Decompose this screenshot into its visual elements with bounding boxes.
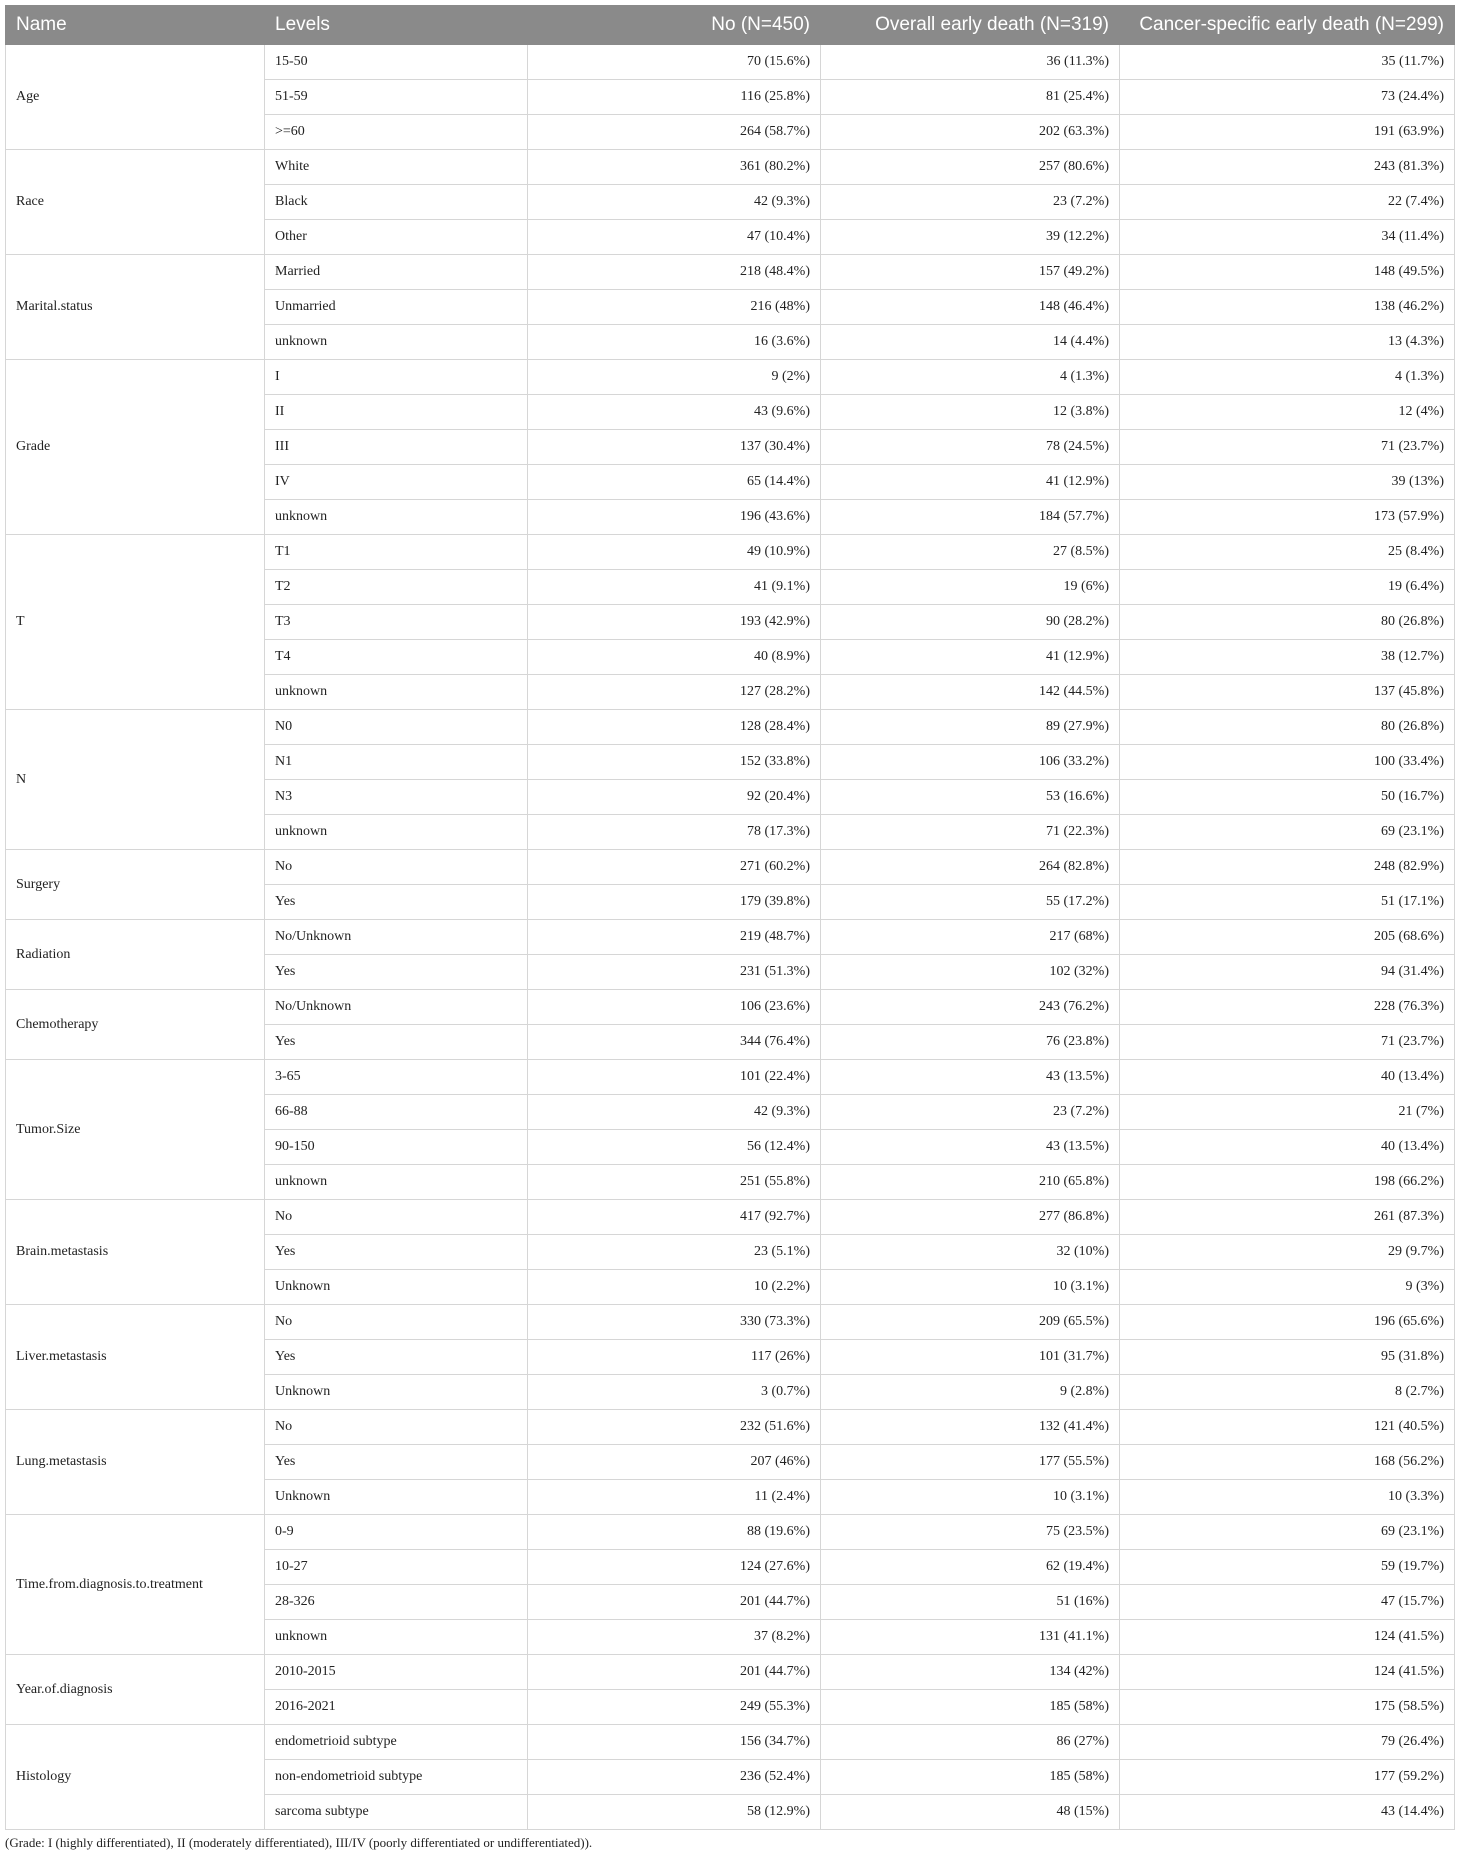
level-cell: Unknown	[265, 1270, 528, 1305]
cancer-specific-early-death-cell: 137 (45.8%)	[1120, 675, 1455, 710]
no-count-cell: 156 (34.7%)	[528, 1725, 821, 1760]
level-cell: I	[265, 360, 528, 395]
overall-early-death-cell: 4 (1.3%)	[821, 360, 1120, 395]
variable-name-cell: Histology	[6, 1725, 265, 1830]
variable-name-cell: Radiation	[6, 920, 265, 990]
overall-early-death-cell: 132 (41.4%)	[821, 1410, 1120, 1445]
table-row	[6, 45, 1455, 80]
level-cell: 2010-2015	[265, 1655, 528, 1690]
overall-early-death-cell: 51 (16%)	[821, 1585, 1120, 1620]
level-cell: unknown	[265, 500, 528, 535]
overall-early-death-cell: 142 (44.5%)	[821, 675, 1120, 710]
level-cell: No	[265, 850, 528, 885]
overall-early-death-cell: 148 (46.4%)	[821, 290, 1120, 325]
cancer-specific-early-death-cell: 40 (13.4%)	[1120, 1060, 1455, 1095]
variable-name-cell: Marital.status	[6, 255, 265, 360]
overall-early-death-cell: 41 (12.9%)	[821, 640, 1120, 675]
level-cell: No	[265, 1305, 528, 1340]
no-count-cell: 216 (48%)	[528, 290, 821, 325]
cancer-specific-early-death-cell: 73 (24.4%)	[1120, 80, 1455, 115]
overall-early-death-cell: 71 (22.3%)	[821, 815, 1120, 850]
variable-name-cell: Brain.metastasis	[6, 1200, 265, 1305]
overall-early-death-cell: 62 (19.4%)	[821, 1550, 1120, 1585]
overall-early-death-cell: 75 (23.5%)	[821, 1515, 1120, 1550]
variable-name-cell: Liver.metastasis	[6, 1305, 265, 1410]
cancer-specific-early-death-cell: 39 (13%)	[1120, 465, 1455, 500]
cancer-specific-early-death-cell: 50 (16.7%)	[1120, 780, 1455, 815]
level-cell: T3	[265, 605, 528, 640]
table-row	[6, 1060, 1455, 1095]
overall-early-death-cell: 39 (12.2%)	[821, 220, 1120, 255]
cancer-specific-early-death-cell: 43 (14.4%)	[1120, 1795, 1455, 1830]
overall-early-death-cell: 177 (55.5%)	[821, 1445, 1120, 1480]
table-row	[6, 1655, 1455, 1690]
overall-early-death-cell: 12 (3.8%)	[821, 395, 1120, 430]
level-cell: N1	[265, 745, 528, 780]
table-header	[6, 6, 1455, 45]
no-count-cell: 232 (51.6%)	[528, 1410, 821, 1445]
no-count-cell: 41 (9.1%)	[528, 570, 821, 605]
cancer-specific-early-death-cell: 12 (4%)	[1120, 395, 1455, 430]
no-count-cell: 42 (9.3%)	[528, 1095, 821, 1130]
overall-early-death-cell: 157 (49.2%)	[821, 255, 1120, 290]
table-footnote: (Grade: I (highly differentiated), II (moderately differentiated), III/IV (poorly differentiated or undifferentiated)).	[5, 1835, 593, 1850]
no-count-cell: 193 (42.9%)	[528, 605, 821, 640]
cancer-specific-early-death-cell: 148 (49.5%)	[1120, 255, 1455, 290]
overall-early-death-cell: 90 (28.2%)	[821, 605, 1120, 640]
table-row	[6, 1515, 1455, 1550]
no-count-cell: 219 (48.7%)	[528, 920, 821, 955]
level-cell: 90-150	[265, 1130, 528, 1165]
cancer-specific-early-death-cell: 21 (7%)	[1120, 1095, 1455, 1130]
level-cell: Unmarried	[265, 290, 528, 325]
cancer-specific-early-death-cell: 121 (40.5%)	[1120, 1410, 1455, 1445]
table-row	[6, 850, 1455, 885]
overall-early-death-cell: 217 (68%)	[821, 920, 1120, 955]
cancer-specific-early-death-cell: 138 (46.2%)	[1120, 290, 1455, 325]
overall-early-death-cell: 86 (27%)	[821, 1725, 1120, 1760]
no-count-cell: 218 (48.4%)	[528, 255, 821, 290]
overall-early-death-cell: 101 (31.7%)	[821, 1340, 1120, 1375]
cancer-specific-early-death-cell: 19 (6.4%)	[1120, 570, 1455, 605]
no-count-cell: 271 (60.2%)	[528, 850, 821, 885]
cancer-specific-early-death-cell: 29 (9.7%)	[1120, 1235, 1455, 1270]
cancer-specific-early-death-cell: 175 (58.5%)	[1120, 1690, 1455, 1725]
cancer-specific-early-death-cell: 261 (87.3%)	[1120, 1200, 1455, 1235]
variable-name-cell: Surgery	[6, 850, 265, 920]
table-container	[5, 5, 1454, 1851]
level-cell: Yes	[265, 1445, 528, 1480]
variable-name-cell: Race	[6, 150, 265, 255]
overall-early-death-cell: 210 (65.8%)	[821, 1165, 1120, 1200]
overall-early-death-cell: 185 (58%)	[821, 1690, 1120, 1725]
overall-early-death-cell: 89 (27.9%)	[821, 710, 1120, 745]
no-count-cell: 249 (55.3%)	[528, 1690, 821, 1725]
no-count-cell: 101 (22.4%)	[528, 1060, 821, 1095]
overall-early-death-cell: 36 (11.3%)	[821, 45, 1120, 80]
overall-early-death-cell: 102 (32%)	[821, 955, 1120, 990]
level-cell: unknown	[265, 1165, 528, 1200]
table-row	[6, 360, 1455, 395]
no-count-cell: 128 (28.4%)	[528, 710, 821, 745]
no-count-cell: 65 (14.4%)	[528, 465, 821, 500]
no-count-cell: 117 (26%)	[528, 1340, 821, 1375]
table-row	[6, 920, 1455, 955]
no-count-cell: 344 (76.4%)	[528, 1025, 821, 1060]
cancer-specific-early-death-cell: 196 (65.6%)	[1120, 1305, 1455, 1340]
variable-name-cell: Age	[6, 45, 265, 150]
cancer-specific-early-death-cell: 59 (19.7%)	[1120, 1550, 1455, 1585]
cancer-specific-early-death-cell: 94 (31.4%)	[1120, 955, 1455, 990]
no-count-cell: 236 (52.4%)	[528, 1760, 821, 1795]
level-cell: Unknown	[265, 1375, 528, 1410]
no-count-cell: 11 (2.4%)	[528, 1480, 821, 1515]
level-cell: 51-59	[265, 80, 528, 115]
level-cell: non-endometrioid subtype	[265, 1760, 528, 1795]
overall-early-death-cell: 23 (7.2%)	[821, 185, 1120, 220]
cancer-specific-early-death-cell: 243 (81.3%)	[1120, 150, 1455, 185]
level-cell: Married	[265, 255, 528, 290]
table-row	[6, 990, 1455, 1025]
level-cell: No	[265, 1410, 528, 1445]
no-count-cell: 10 (2.2%)	[528, 1270, 821, 1305]
level-cell: unknown	[265, 325, 528, 360]
cancer-specific-early-death-cell: 173 (57.9%)	[1120, 500, 1455, 535]
cancer-specific-early-death-cell: 22 (7.4%)	[1120, 185, 1455, 220]
overall-early-death-cell: 23 (7.2%)	[821, 1095, 1120, 1130]
no-count-cell: 361 (80.2%)	[528, 150, 821, 185]
level-cell: 3-65	[265, 1060, 528, 1095]
overall-early-death-cell: 27 (8.5%)	[821, 535, 1120, 570]
overall-early-death-cell: 19 (6%)	[821, 570, 1120, 605]
cancer-specific-early-death-cell: 177 (59.2%)	[1120, 1760, 1455, 1795]
no-count-cell: 417 (92.7%)	[528, 1200, 821, 1235]
table-row	[6, 150, 1455, 185]
level-cell: Other	[265, 220, 528, 255]
cancer-specific-early-death-cell: 9 (3%)	[1120, 1270, 1455, 1305]
no-count-cell: 251 (55.8%)	[528, 1165, 821, 1200]
level-cell: Unknown	[265, 1480, 528, 1515]
level-cell: N0	[265, 710, 528, 745]
no-count-cell: 124 (27.6%)	[528, 1550, 821, 1585]
cancer-specific-early-death-cell: 248 (82.9%)	[1120, 850, 1455, 885]
variable-name-cell: Tumor.Size	[6, 1060, 265, 1200]
level-cell: 28-326	[265, 1585, 528, 1620]
level-cell: Yes	[265, 1340, 528, 1375]
no-count-cell: 152 (33.8%)	[528, 745, 821, 780]
cancer-specific-early-death-cell: 40 (13.4%)	[1120, 1130, 1455, 1165]
level-cell: Yes	[265, 1235, 528, 1270]
no-count-cell: 23 (5.1%)	[528, 1235, 821, 1270]
level-cell: N3	[265, 780, 528, 815]
level-cell: 2016-2021	[265, 1690, 528, 1725]
level-cell: Yes	[265, 885, 528, 920]
no-count-cell: 330 (73.3%)	[528, 1305, 821, 1340]
cancer-specific-early-death-cell: 71 (23.7%)	[1120, 1025, 1455, 1060]
no-count-cell: 56 (12.4%)	[528, 1130, 821, 1165]
table-row	[6, 1305, 1455, 1340]
level-cell: 0-9	[265, 1515, 528, 1550]
no-count-cell: 40 (8.9%)	[528, 640, 821, 675]
overall-early-death-cell: 32 (10%)	[821, 1235, 1120, 1270]
no-count-cell: 92 (20.4%)	[528, 780, 821, 815]
cancer-specific-early-death-cell: 228 (76.3%)	[1120, 990, 1455, 1025]
table-row	[6, 535, 1455, 570]
cancer-specific-early-death-cell: 8 (2.7%)	[1120, 1375, 1455, 1410]
cancer-specific-early-death-cell: 51 (17.1%)	[1120, 885, 1455, 920]
table-row	[6, 1410, 1455, 1445]
overall-early-death-cell: 43 (13.5%)	[821, 1130, 1120, 1165]
overall-early-death-cell: 76 (23.8%)	[821, 1025, 1120, 1060]
no-count-cell: 42 (9.3%)	[528, 185, 821, 220]
no-count-cell: 201 (44.7%)	[528, 1585, 821, 1620]
overall-early-death-cell: 48 (15%)	[821, 1795, 1120, 1830]
overall-early-death-cell: 202 (63.3%)	[821, 115, 1120, 150]
cancer-specific-early-death-cell: 80 (26.8%)	[1120, 710, 1455, 745]
no-count-cell: 49 (10.9%)	[528, 535, 821, 570]
level-cell: endometrioid subtype	[265, 1725, 528, 1760]
no-count-cell: 127 (28.2%)	[528, 675, 821, 710]
overall-early-death-cell: 264 (82.8%)	[821, 850, 1120, 885]
overall-early-death-cell: 185 (58%)	[821, 1760, 1120, 1795]
cancer-specific-early-death-cell: 69 (23.1%)	[1120, 815, 1455, 850]
no-count-cell: 201 (44.7%)	[528, 1655, 821, 1690]
no-count-cell: 106 (23.6%)	[528, 990, 821, 1025]
overall-early-death-cell: 257 (80.6%)	[821, 150, 1120, 185]
overall-early-death-cell: 131 (41.1%)	[821, 1620, 1120, 1655]
table-body	[6, 45, 1455, 1830]
level-cell: Yes	[265, 955, 528, 990]
header-cancer-specific-early-death: Cancer-specific early death (N=299)	[1120, 6, 1455, 45]
level-cell: 10-27	[265, 1550, 528, 1585]
no-count-cell: 58 (12.9%)	[528, 1795, 821, 1830]
variable-name-cell: Lung.metastasis	[6, 1410, 265, 1515]
cancer-specific-early-death-cell: 69 (23.1%)	[1120, 1515, 1455, 1550]
level-cell: No/Unknown	[265, 920, 528, 955]
characteristics-table	[5, 5, 1455, 1830]
no-count-cell: 116 (25.8%)	[528, 80, 821, 115]
table-row	[6, 255, 1455, 290]
level-cell: III	[265, 430, 528, 465]
overall-early-death-cell: 10 (3.1%)	[821, 1270, 1120, 1305]
level-cell: T4	[265, 640, 528, 675]
overall-early-death-cell: 55 (17.2%)	[821, 885, 1120, 920]
variable-name-cell: Time.from.diagnosis.to.treatment	[6, 1515, 265, 1655]
overall-early-death-cell: 81 (25.4%)	[821, 80, 1120, 115]
header-overall-early-death: Overall early death (N=319)	[821, 6, 1120, 45]
header-levels: Levels	[265, 6, 528, 45]
overall-early-death-cell: 14 (4.4%)	[821, 325, 1120, 360]
level-cell: 15-50	[265, 45, 528, 80]
header-name: Name	[6, 6, 265, 45]
overall-early-death-cell: 134 (42%)	[821, 1655, 1120, 1690]
cancer-specific-early-death-cell: 80 (26.8%)	[1120, 605, 1455, 640]
no-count-cell: 9 (2%)	[528, 360, 821, 395]
header-no: No (N=450)	[528, 6, 821, 45]
overall-early-death-cell: 209 (65.5%)	[821, 1305, 1120, 1340]
cancer-specific-early-death-cell: 47 (15.7%)	[1120, 1585, 1455, 1620]
level-cell: Yes	[265, 1025, 528, 1060]
cancer-specific-early-death-cell: 38 (12.7%)	[1120, 640, 1455, 675]
overall-early-death-cell: 43 (13.5%)	[821, 1060, 1120, 1095]
table-row	[6, 1200, 1455, 1235]
level-cell: IV	[265, 465, 528, 500]
cancer-specific-early-death-cell: 25 (8.4%)	[1120, 535, 1455, 570]
overall-early-death-cell: 78 (24.5%)	[821, 430, 1120, 465]
table-row	[6, 710, 1455, 745]
overall-early-death-cell: 106 (33.2%)	[821, 745, 1120, 780]
overall-early-death-cell: 10 (3.1%)	[821, 1480, 1120, 1515]
overall-early-death-cell: 243 (76.2%)	[821, 990, 1120, 1025]
cancer-specific-early-death-cell: 168 (56.2%)	[1120, 1445, 1455, 1480]
level-cell: White	[265, 150, 528, 185]
cancer-specific-early-death-cell: 100 (33.4%)	[1120, 745, 1455, 780]
no-count-cell: 137 (30.4%)	[528, 430, 821, 465]
level-cell: >=60	[265, 115, 528, 150]
level-cell: T1	[265, 535, 528, 570]
cancer-specific-early-death-cell: 95 (31.8%)	[1120, 1340, 1455, 1375]
no-count-cell: 3 (0.7%)	[528, 1375, 821, 1410]
level-cell: unknown	[265, 1620, 528, 1655]
level-cell: Black	[265, 185, 528, 220]
overall-early-death-cell: 9 (2.8%)	[821, 1375, 1120, 1410]
no-count-cell: 16 (3.6%)	[528, 325, 821, 360]
cancer-specific-early-death-cell: 34 (11.4%)	[1120, 220, 1455, 255]
overall-early-death-cell: 184 (57.7%)	[821, 500, 1120, 535]
no-count-cell: 207 (46%)	[528, 1445, 821, 1480]
no-count-cell: 264 (58.7%)	[528, 115, 821, 150]
cancer-specific-early-death-cell: 35 (11.7%)	[1120, 45, 1455, 80]
cancer-specific-early-death-cell: 79 (26.4%)	[1120, 1725, 1455, 1760]
no-count-cell: 37 (8.2%)	[528, 1620, 821, 1655]
cancer-specific-early-death-cell: 205 (68.6%)	[1120, 920, 1455, 955]
cancer-specific-early-death-cell: 4 (1.3%)	[1120, 360, 1455, 395]
cancer-specific-early-death-cell: 191 (63.9%)	[1120, 115, 1455, 150]
level-cell: T2	[265, 570, 528, 605]
variable-name-cell: Grade	[6, 360, 265, 535]
level-cell: II	[265, 395, 528, 430]
overall-early-death-cell: 53 (16.6%)	[821, 780, 1120, 815]
no-count-cell: 179 (39.8%)	[528, 885, 821, 920]
no-count-cell: 43 (9.6%)	[528, 395, 821, 430]
cancer-specific-early-death-cell: 13 (4.3%)	[1120, 325, 1455, 360]
no-count-cell: 70 (15.6%)	[528, 45, 821, 80]
no-count-cell: 231 (51.3%)	[528, 955, 821, 990]
cancer-specific-early-death-cell: 10 (3.3%)	[1120, 1480, 1455, 1515]
table-row	[6, 1725, 1455, 1760]
level-cell: No	[265, 1200, 528, 1235]
no-count-cell: 47 (10.4%)	[528, 220, 821, 255]
cancer-specific-early-death-cell: 198 (66.2%)	[1120, 1165, 1455, 1200]
variable-name-cell: Chemotherapy	[6, 990, 265, 1060]
no-count-cell: 88 (19.6%)	[528, 1515, 821, 1550]
variable-name-cell: T	[6, 535, 265, 710]
level-cell: unknown	[265, 815, 528, 850]
overall-early-death-cell: 41 (12.9%)	[821, 465, 1120, 500]
level-cell: unknown	[265, 675, 528, 710]
no-count-cell: 78 (17.3%)	[528, 815, 821, 850]
variable-name-cell: N	[6, 710, 265, 850]
cancer-specific-early-death-cell: 71 (23.7%)	[1120, 430, 1455, 465]
no-count-cell: 196 (43.6%)	[528, 500, 821, 535]
level-cell: No/Unknown	[265, 990, 528, 1025]
variable-name-cell: Year.of.diagnosis	[6, 1655, 265, 1725]
level-cell: sarcoma subtype	[265, 1795, 528, 1830]
cancer-specific-early-death-cell: 124 (41.5%)	[1120, 1620, 1455, 1655]
cancer-specific-early-death-cell: 124 (41.5%)	[1120, 1655, 1455, 1690]
level-cell: 66-88	[265, 1095, 528, 1130]
header-row	[6, 6, 1455, 45]
overall-early-death-cell: 277 (86.8%)	[821, 1200, 1120, 1235]
